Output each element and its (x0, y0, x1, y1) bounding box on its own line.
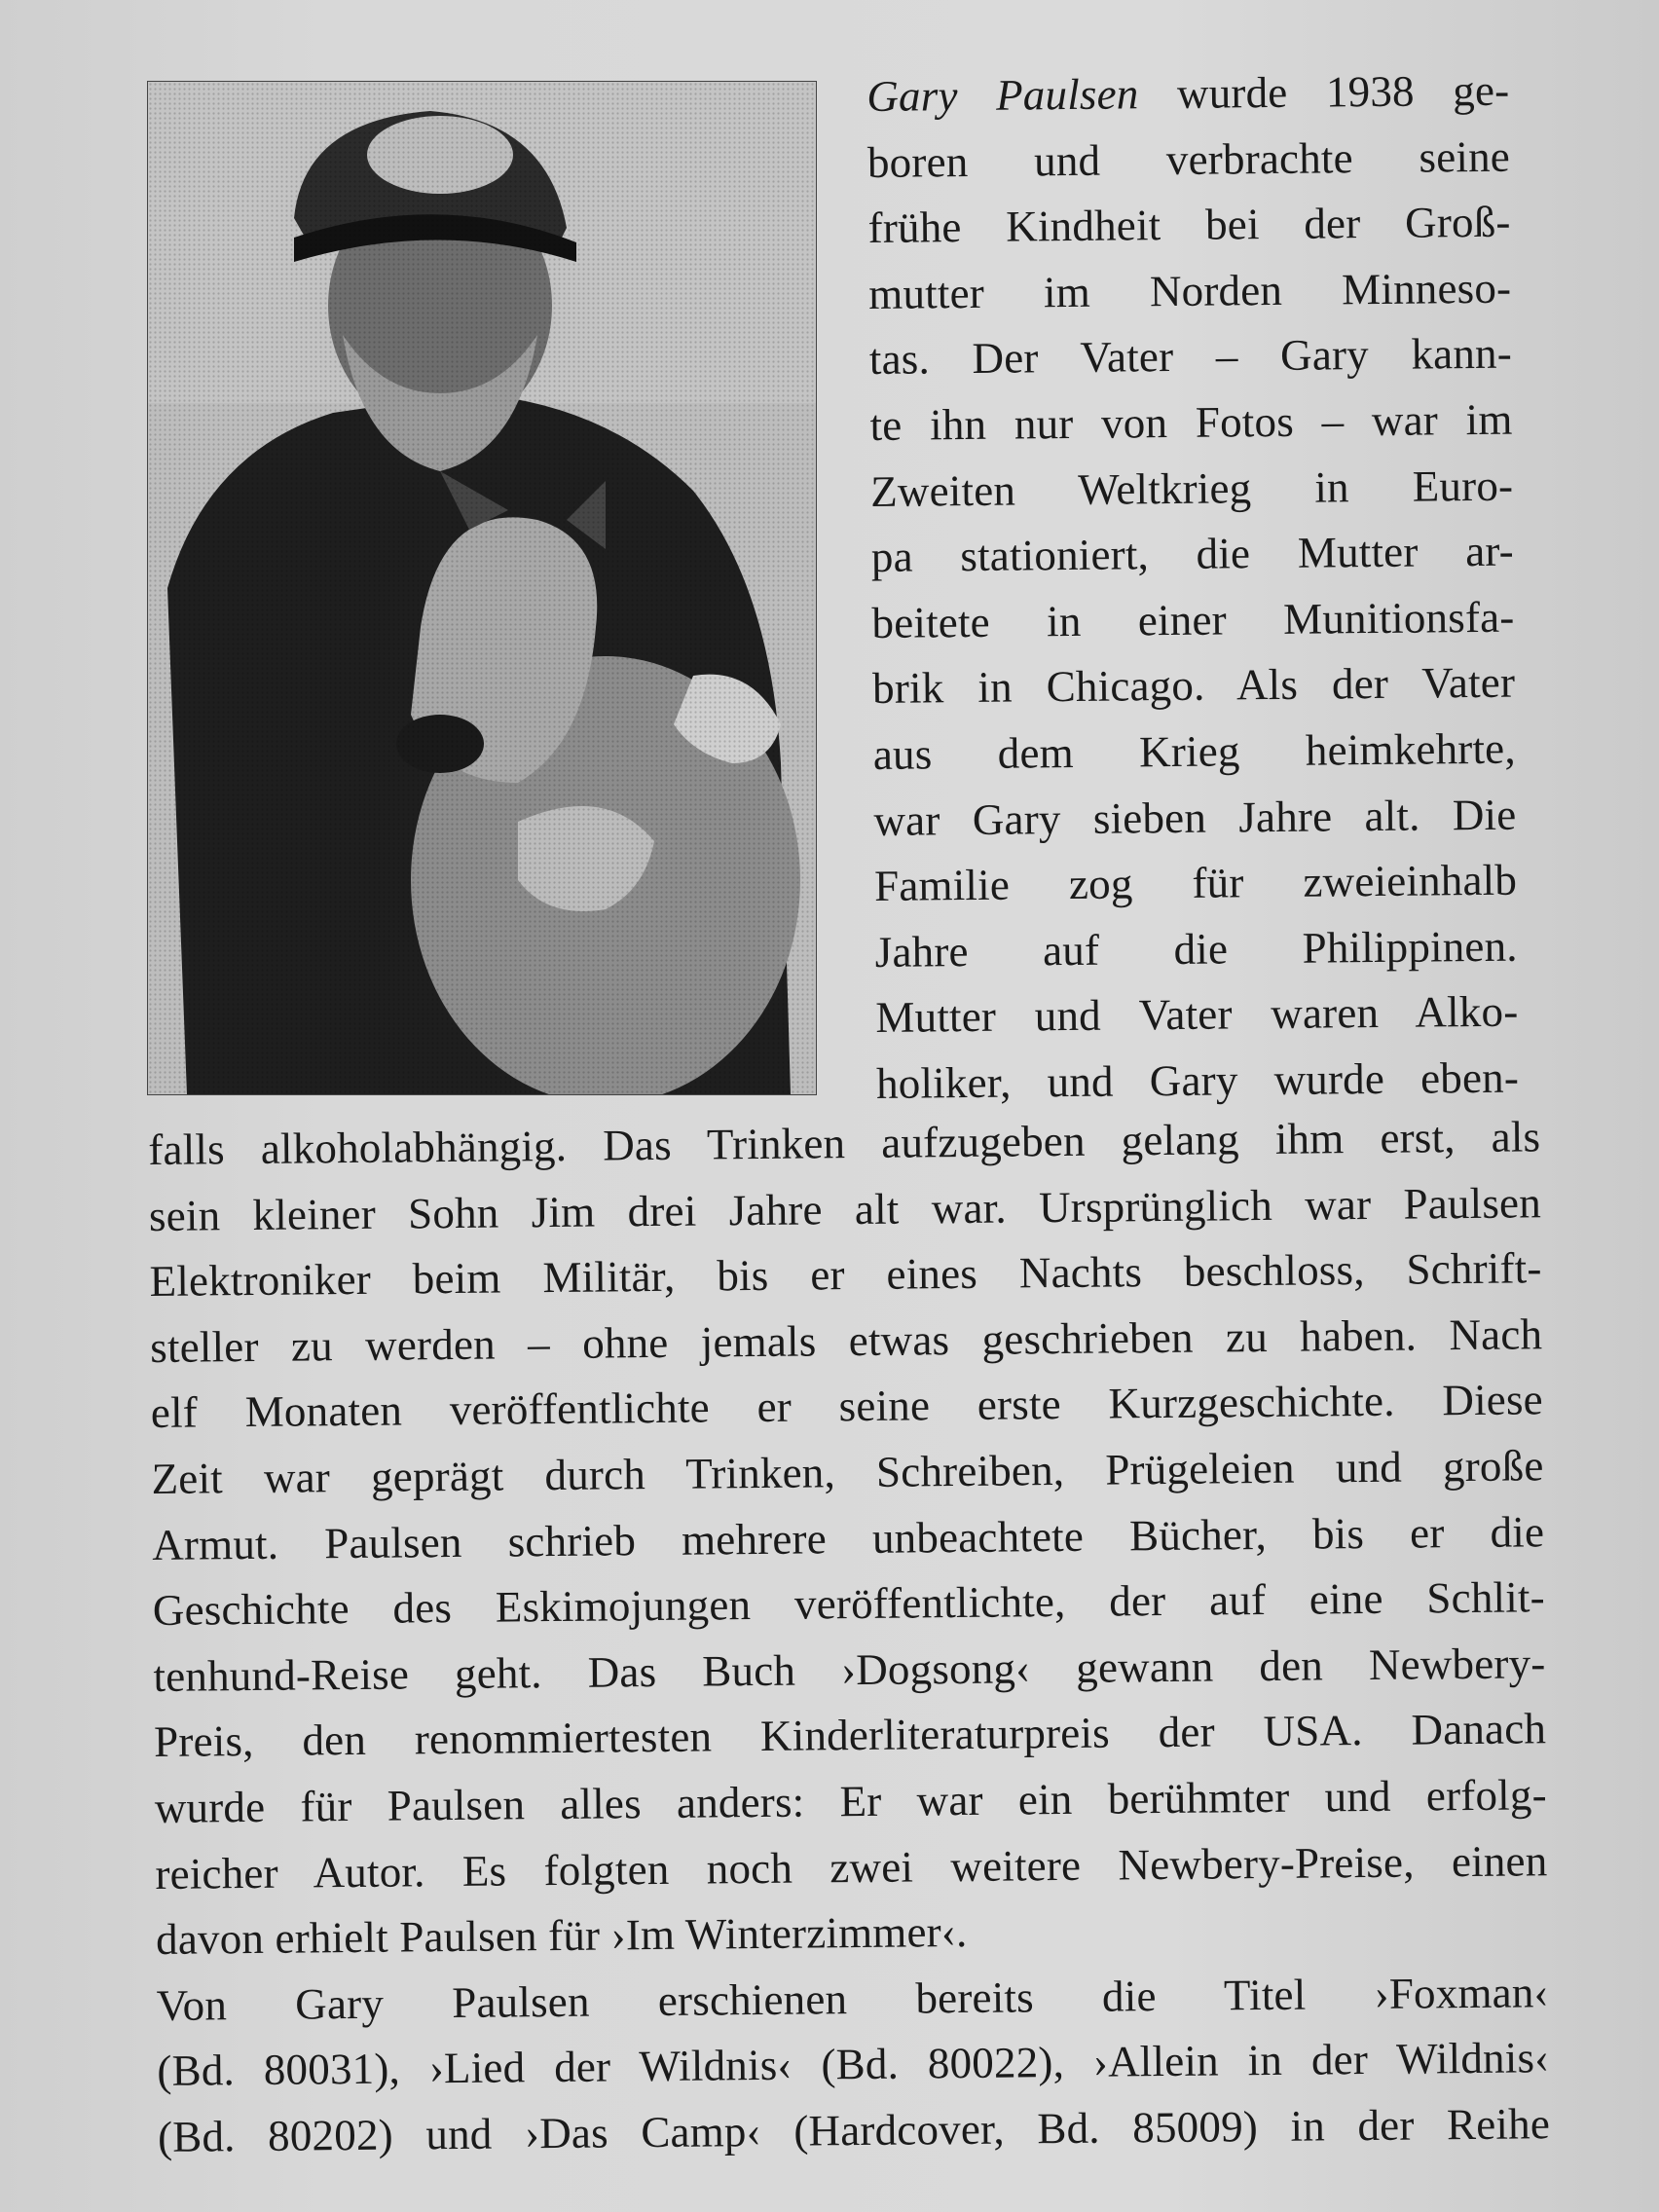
bio-line: frühe Kindheit bei der Groß- (867, 197, 1511, 253)
bio-line: tenhund-Reise geht. Das Buch ›Dogsong‹ gewann den Newbery- (153, 1638, 1546, 1701)
author-name: Gary Paulsen (866, 69, 1139, 121)
bio-line: brik in Chicago. Als der Vater (871, 657, 1516, 714)
bio-line: mutter im Norden Minneso- (868, 263, 1512, 318)
bio-line: beitete in einer Munitionsfa- (871, 592, 1515, 647)
bio-line-text: wurde 1938 ge- (1138, 65, 1510, 119)
bio-line: Mutter und Vater waren Alko- (875, 986, 1519, 1043)
bio-line: wurde für Paulsen alles anders: Er war ein berühmter und erfolg- (154, 1770, 1547, 1832)
bio-line: Von Gary Paulsen erschienen bereits die Titel ›Foxman‹ (156, 1967, 1549, 2030)
bio-line: falls alkoholabhängig. Das Trinken aufzugeben gelang ihm erst, als (148, 1112, 1541, 1174)
bio-line: Elektroniker beim Militär, bis er eines Nachts beschloss, Schrift- (149, 1243, 1542, 1307)
bio-line: Jahre auf die Philippinen. (874, 921, 1518, 977)
bio-intro-column (866, 58, 1519, 1118)
bio-line: holiker, und Gary wurde eben- (875, 1052, 1520, 1108)
bio-line: (Bd. 80202) und ›Das Camp‹ (Hardcover, Bd. 85009) in der Reihe (157, 2099, 1551, 2161)
bio-line: Familie zog für zweieinhalb (873, 855, 1518, 911)
bio-line: aus dem Krieg heimkehrte, (872, 723, 1517, 779)
bio-line: Preis, den renommiertesten Kinderliteraturpreis der USA. Danach (153, 1704, 1547, 1767)
bio-line: Armut. Paulsen schrieb mehrere unbeachtete Bücher, bis er die (151, 1506, 1545, 1569)
bio-line: te ihn nur von Fotos – war im (869, 394, 1513, 450)
bio-line: Zweiten Weltkrieg in Euro- (869, 461, 1514, 516)
bio-line: davon erhielt Paulsen für ›Im Winterzimmer‹. (155, 1907, 968, 1965)
bio-line: war Gary sieben Jahre alt. Die (873, 790, 1517, 845)
bio-line: pa stationiert, die Mutter ar- (870, 526, 1515, 582)
bio-line: sein kleiner Sohn Jim drei Jahre alt war. Ursprünglich war Paulsen (148, 1177, 1542, 1240)
bio-line: reicher Autor. Es folgten noch zwei weitere Newbery-Preise, einen (155, 1835, 1548, 1899)
bio-main-text (148, 1104, 1550, 2170)
bio-line: tas. Der Vater – Gary kann- (868, 329, 1513, 385)
author-portrait-illustration (148, 82, 816, 1094)
bio-line: steller zu werden – ohne jemals etwas geschrieben zu haben. Nach (150, 1309, 1543, 1372)
bio-line: Geschichte des Eskimojungen veröffentlichte, der auf eine Schlit- (152, 1572, 1546, 1636)
bio-line: elf Monaten veröffentlichte er seine erste Kurzgeschichte. Diese (150, 1375, 1544, 1438)
bio-line: (Bd. 80031), ›Lied der Wildnis‹ (Bd. 80022), ›Allein in der Wildnis‹ (157, 2033, 1550, 2096)
bio-line (866, 58, 1510, 130)
bio-line: Zeit war geprägt durch Trinken, Schreiben, Prügeleien und große (151, 1441, 1544, 1503)
bio-line: boren und verbrachte seine (866, 131, 1511, 187)
author-photo (148, 82, 816, 1094)
